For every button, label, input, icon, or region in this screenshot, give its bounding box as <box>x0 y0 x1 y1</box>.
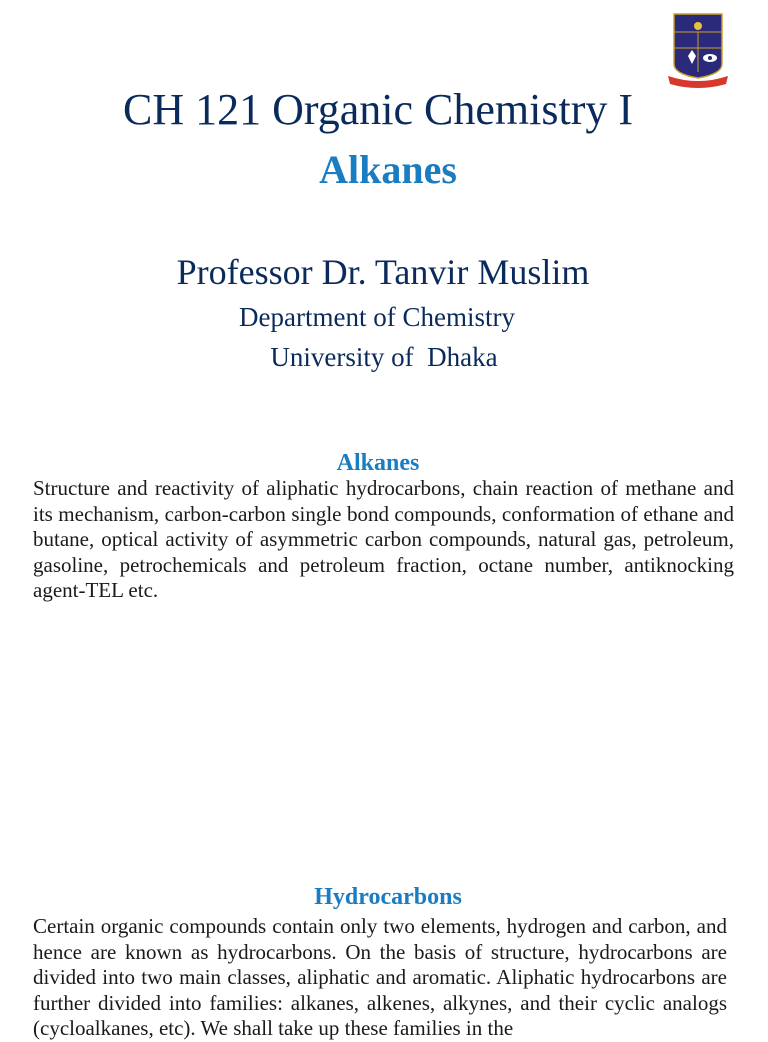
university-name: University of Dhaka <box>270 342 498 372</box>
university-crest-icon <box>666 12 730 90</box>
professor-name: Professor Dr. Tanvir Muslim <box>176 252 590 292</box>
section-body-alkanes: Structure and reactivity of aliphatic hydrocarbons, chain reaction of methane and its mechanism, carbon-carbon single bond compounds, conformation of ethane and butane, optical activity of asymmetric carbon compounds, natural gas, petroleum, gasoline, petrochemicals and petroleum fraction, octane number, antiknocking agent-TEL etc. <box>33 476 734 602</box>
department-name: Department of Chemistry <box>239 302 515 332</box>
section-heading-hydrocarbons: Hydrocarbons <box>314 884 462 910</box>
section-heading-alkanes: Alkanes <box>336 450 420 476</box>
lecture-subtitle: Alkanes <box>319 147 457 192</box>
course-title: CH 121 Organic Chemistry I <box>122 85 634 134</box>
section-body-hydrocarbons: Certain organic compounds contain only two elements, hydrogen and carbon, and hence are known as hydrocarbons. On the basis of structure, hydrocarbons are divided into two main classes, aliphatic and aromatic. Aliphatic hydrocarbons are further divided into families: alkanes, alkenes, alkynes, and their cyclic analogs (cycloalkanes, etc). We shall take up these families in the <box>33 914 727 1040</box>
